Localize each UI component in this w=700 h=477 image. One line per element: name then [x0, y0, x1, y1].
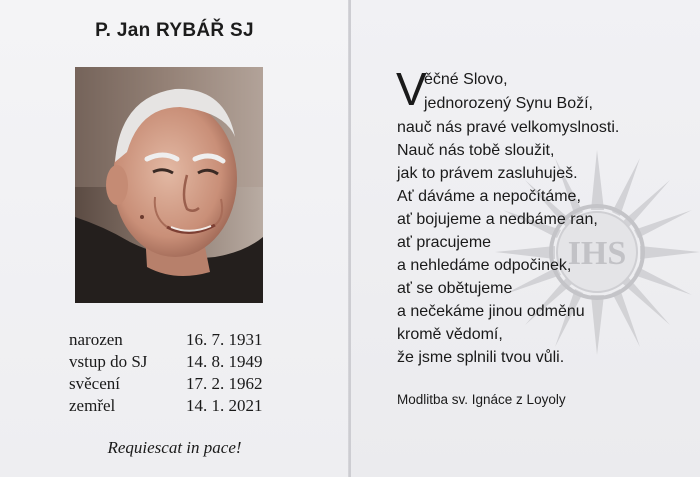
left-card [0, 0, 349, 477]
deceased-name: P. Jan RYBÁŘ SJ [95, 20, 254, 41]
fact-label: svěcení [69, 374, 120, 393]
life-facts [69, 330, 309, 418]
prayer-attribution: Modlitba sv. Ignáce z Loyoly [397, 392, 566, 407]
prayer-initial: V [396, 63, 427, 115]
prayer-line: jednorozený Synu Boží, [424, 95, 593, 112]
prayer-line: ěčné Slovo, [424, 71, 508, 88]
prayer-line: že jsme splnili tvou vůli. [397, 349, 565, 366]
portrait-photo [75, 67, 263, 303]
prayer-line: nauč nás pravé velkomyslnosti. [397, 119, 620, 136]
prayer-line: ať se obětujeme [397, 280, 513, 297]
prayer-line: jak to právem zasluhuješ. [397, 165, 578, 182]
fact-label: narozen [69, 330, 123, 349]
fact-row [69, 396, 309, 418]
fact-date: 14. 8. 1949 [186, 352, 263, 371]
requiescat-text: Requiescat in pace! [107, 438, 242, 457]
prayer-line: kromě vědomí, [397, 326, 503, 343]
fact-row [69, 374, 309, 396]
fact-date: 16. 7. 1931 [186, 330, 263, 349]
fact-label: vstup do SJ [69, 352, 148, 371]
prayer-line: Nauč nás tobě sloužit, [397, 142, 555, 159]
prayer-line: a nehledáme odpočinek, [397, 257, 572, 274]
fact-row [69, 330, 309, 352]
prayer-line: ať pracujeme [397, 234, 492, 251]
prayer-line: ať bojujeme a nedbáme ran, [397, 211, 598, 228]
fact-date: 14. 1. 2021 [186, 396, 263, 415]
fact-date: 17. 2. 1962 [186, 374, 263, 393]
fact-row [69, 352, 309, 374]
ihs-monogram: IHS [567, 235, 627, 272]
prayer-line: Ať dáváme a nepočítáme, [397, 188, 581, 205]
prayer-line: a nečekáme jinou odměnu [397, 303, 585, 320]
fact-label: zemřel [69, 396, 116, 415]
